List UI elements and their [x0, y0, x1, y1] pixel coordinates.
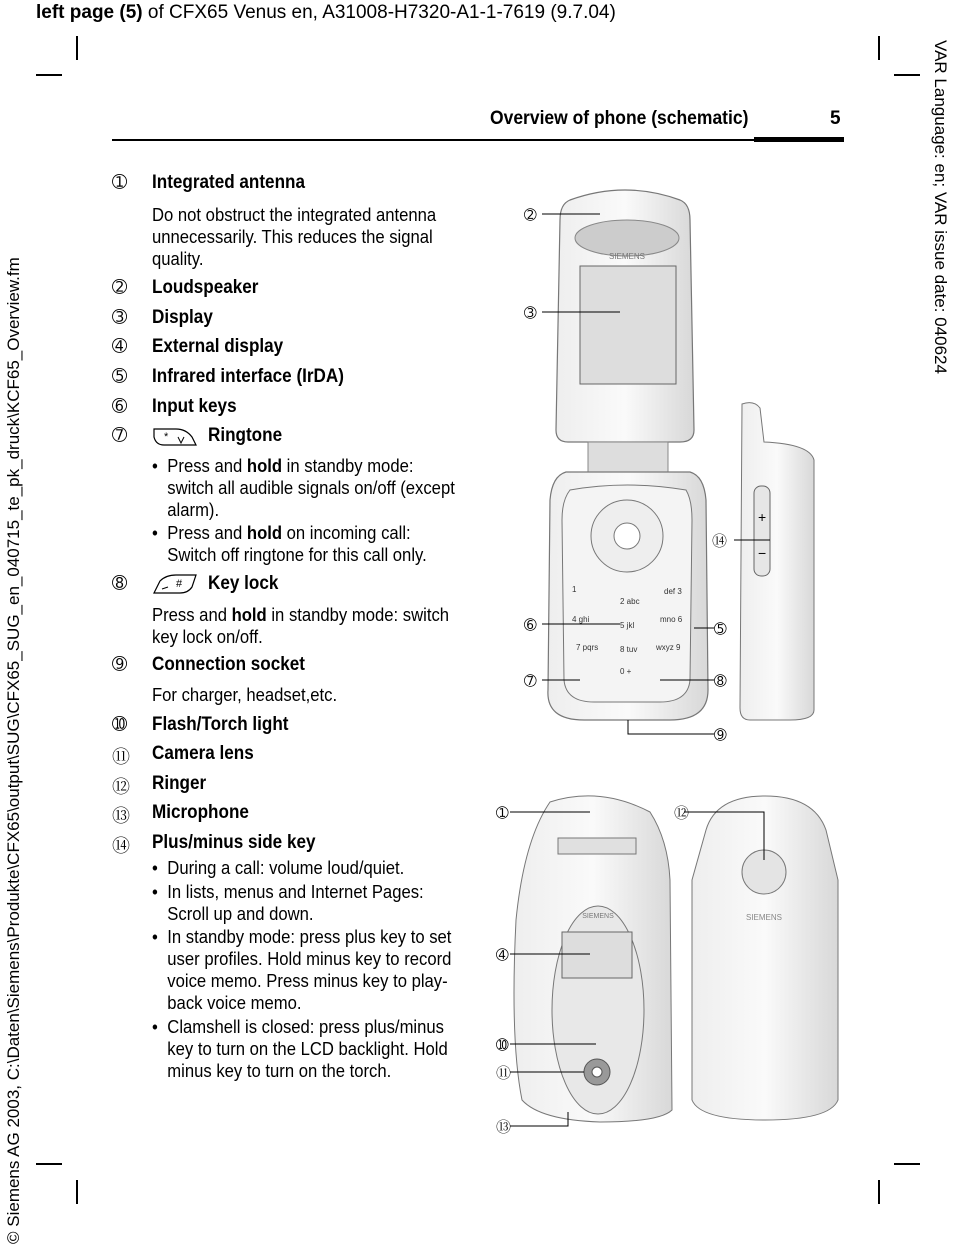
- item-title: Infrared interface (IrDA): [152, 366, 344, 387]
- item-title: Display: [152, 307, 213, 328]
- item-number: ➃: [112, 336, 128, 356]
- hinge: [588, 442, 668, 472]
- callout-1: ➀: [496, 805, 509, 822]
- bullet-dot: •: [152, 857, 158, 878]
- bullet-bold: hold: [246, 522, 283, 543]
- callout-4: ➃: [496, 947, 509, 964]
- item-title: Camera lens: [152, 743, 254, 764]
- item-number: ⑬: [112, 806, 130, 826]
- bullet-dot: •: [152, 926, 158, 947]
- item-title: Flash/Torch light: [152, 714, 289, 735]
- running-header-bold: left page (5): [36, 2, 143, 23]
- bullet-pre: Press and: [167, 455, 247, 476]
- header-rule-thick: [754, 137, 844, 142]
- display-screen: [580, 266, 676, 384]
- callout-13: ⑬: [496, 1119, 512, 1136]
- bullet-text: In standby mode: press plus key to set user profiles. Hold minus key to record voice memo. Press minus key to play-back voice memo.: [167, 926, 452, 1013]
- item-title: Plus/minus side key: [152, 832, 316, 853]
- bullet-post: in standby mode: switch all audible signals on/off (except alarm).: [167, 455, 455, 520]
- front-brand: SIEMENS: [582, 913, 614, 920]
- bullet-pre: Press and: [167, 522, 247, 543]
- item-number: ➇: [112, 573, 128, 593]
- item-description: Do not obstruct the integrated antenna unnecessarily. This reduces the signal quality.: [152, 204, 437, 269]
- back-brand: SIEMENS: [745, 913, 783, 922]
- phone-schematic: [480, 180, 860, 1140]
- key-label: 0 +: [620, 667, 632, 676]
- page-title: Overview of phone (schematic): [490, 108, 749, 129]
- bullet-text: During a call: volume loud/quiet.: [167, 857, 405, 878]
- item-number: ⑪: [112, 747, 130, 767]
- callout-3: ➂: [524, 305, 537, 322]
- item-description: [152, 604, 458, 648]
- item-number: ➂: [112, 307, 128, 327]
- crop-mark: [76, 36, 78, 60]
- lid-brand: SIEMENS: [608, 252, 646, 261]
- key-label: 2 abc: [620, 597, 640, 606]
- key-label: 7 pqrs: [576, 643, 599, 652]
- item-number: ⑭: [112, 836, 130, 856]
- antenna-window: [558, 838, 636, 854]
- crop-mark: [894, 74, 920, 76]
- item-title: Ringtone: [208, 425, 283, 446]
- item-title: Loudspeaker: [152, 277, 259, 298]
- key-label: 8 tuv: [620, 645, 638, 654]
- item-title: Ringer: [152, 773, 207, 794]
- page-number: 5: [830, 108, 841, 129]
- callout-2: ➁: [524, 207, 537, 224]
- crop-mark: [894, 1163, 920, 1165]
- bullet-bold: hold: [246, 455, 283, 476]
- external-display-screen: [562, 932, 632, 978]
- crop-mark: [878, 1180, 880, 1204]
- svg-text:*: *: [164, 431, 169, 443]
- callout-7: ➆: [524, 673, 537, 690]
- callout-9: ➈: [714, 727, 727, 744]
- running-header: [36, 2, 616, 24]
- bullet-text: In lists, menus and Internet Pages: Scroll up and down.: [167, 881, 424, 924]
- key-label: wxyz 9: [656, 643, 681, 652]
- callout-6: ➅: [524, 617, 537, 634]
- item-title: External display: [152, 336, 284, 357]
- item-title: Input keys: [152, 396, 237, 417]
- key-label: mno 6: [660, 615, 683, 624]
- side-plus-label: +: [758, 509, 767, 525]
- item-title: Integrated antenna: [152, 172, 305, 193]
- item-title: Connection socket: [152, 654, 305, 675]
- crop-mark: [76, 1180, 78, 1204]
- item-number: ➉: [112, 714, 128, 734]
- crop-mark: [36, 1163, 62, 1165]
- item-number: ➈: [112, 654, 128, 674]
- callout-12: ⑫: [674, 805, 690, 822]
- item-number: ➄: [112, 366, 128, 386]
- phone-side-view: [740, 403, 814, 720]
- hash-key-icon: [152, 573, 198, 597]
- crop-mark: [878, 36, 880, 60]
- item-number: ➅: [112, 396, 128, 416]
- callout-8: ➇: [714, 673, 727, 690]
- callout-14: ⑭: [712, 533, 728, 550]
- item-number: ⑫: [112, 777, 130, 797]
- item-number: ➆: [112, 425, 128, 445]
- item-number: ➁: [112, 277, 128, 297]
- bullet-post: on incoming call: Switch off ringtone for this call only.: [167, 522, 427, 565]
- crop-mark: [36, 74, 62, 76]
- star-key-icon: [152, 425, 198, 449]
- side-minus-label: −: [758, 545, 767, 561]
- callout-11: ⑪: [496, 1065, 512, 1082]
- key-label: 1: [572, 585, 577, 594]
- desc-post: in standby mode: switch key lock on/off.: [152, 604, 450, 647]
- bullet-dot: •: [152, 522, 158, 543]
- desc-bold: hold: [231, 604, 267, 625]
- camera-lens-inner: [592, 1067, 602, 1077]
- callout-10: ➉: [496, 1037, 509, 1054]
- key-label: 5 jkl: [620, 621, 635, 630]
- svg-text:#: #: [176, 578, 183, 590]
- key-label: 4 ghi: [572, 615, 590, 624]
- phone-closed-back: [692, 796, 838, 1120]
- running-header-rest: of CFX65 Venus en, A31008-H7320-A1-1-7619 (9.7.04): [142, 2, 616, 23]
- desc-pre: Press and: [152, 604, 232, 625]
- item-description: For charger, headset,etc.: [152, 684, 338, 705]
- side-note-left: © Siemens AG 2003, C:\Daten\Siemens\Produkte\CFX65\output\SUG\CFX65_SUG_en_040715_te_pk_druck\KCF65_Overview.fm: [4, 257, 23, 1244]
- callout-5: ➄: [714, 621, 727, 638]
- item-title: Key lock: [208, 573, 279, 594]
- bullet-dot: •: [152, 455, 158, 476]
- bullet-text: Clamshell is closed: press plus/minus key to turn on the LCD backlight. Hold minus key to turn on the torch.: [167, 1016, 448, 1081]
- key-label: def 3: [664, 587, 682, 596]
- header-rule: [112, 139, 844, 141]
- item-number: ➀: [112, 172, 128, 192]
- nav-center-key: [614, 523, 640, 549]
- bullet-dot: •: [152, 881, 158, 902]
- loudspeaker-grille: [575, 220, 679, 256]
- item-title: Microphone: [152, 802, 249, 823]
- side-key: [754, 486, 770, 576]
- bullet-dot: •: [152, 1016, 158, 1037]
- side-note-right: VAR Language: en; VAR issue date: 040624: [931, 40, 950, 374]
